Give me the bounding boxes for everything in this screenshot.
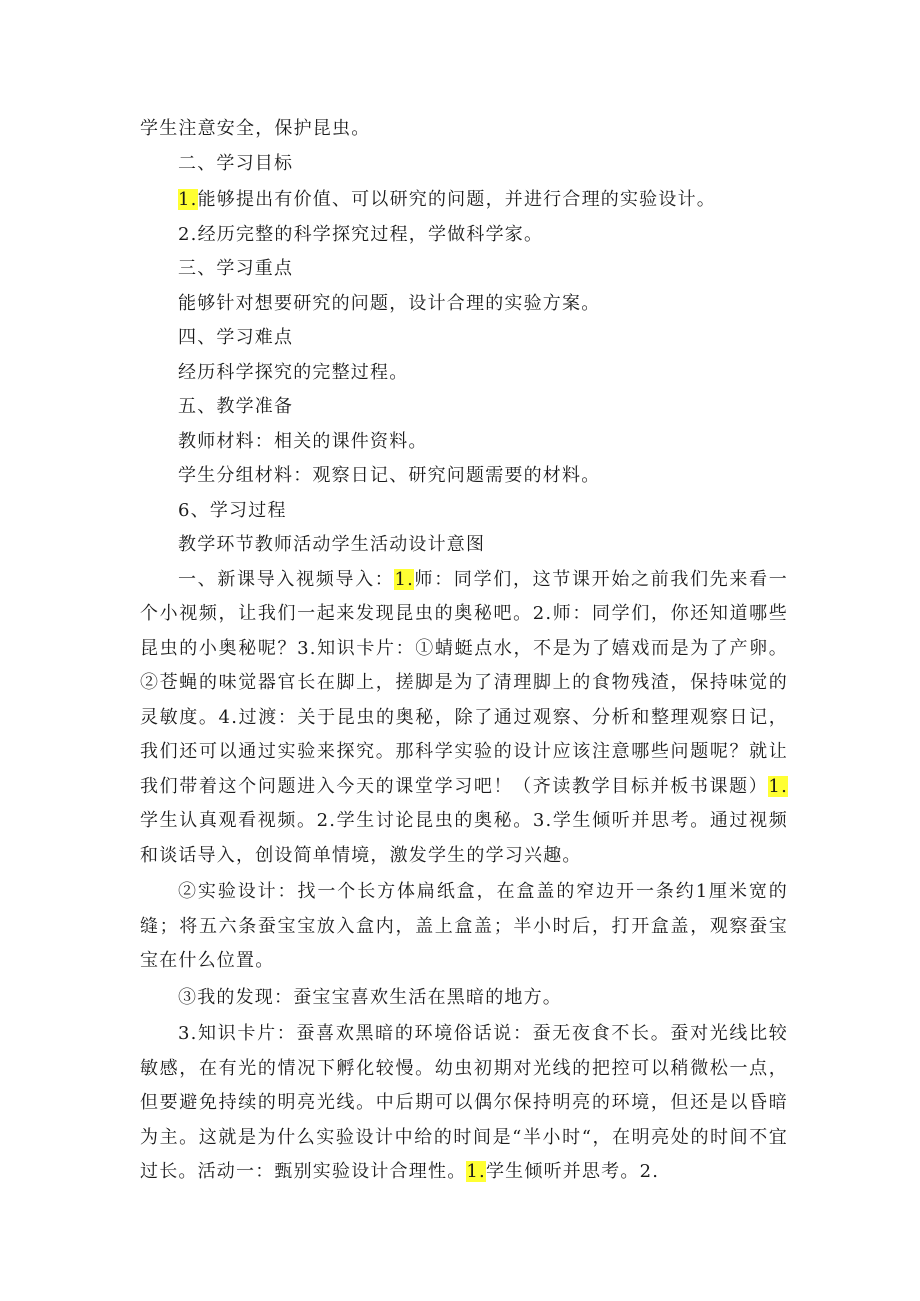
highlight-number: 1. (178, 189, 198, 210)
goal-item-1-text: 能够提出有价值、可以研究的问题，并进行合理的实验设计。 (197, 189, 716, 210)
heading-key-points: 三、学习重点 (178, 258, 294, 279)
paragraph-teacher-materials: 教师材料：相关的课件资料。 (178, 430, 428, 452)
goal-item-1 (140, 183, 788, 218)
knowledge-card-text: 3.知识卡片：蚕喜欢黑暗的环境俗话说：蚕无夜食不长。蚕对光线比较敏感，在有光的情况下孵化较慢。幼虫初期对光线的把控可以稍微松一点，但要避免持续的明亮光线。中后期可以偶尔保持明亮的环境，但还是以昏暗为主。这就是为什么实验设计中给的时间是“半小时“，在明亮处的时间不宜过长。活动一：甄别实验设计合理性。 (140, 1023, 788, 1182)
intro-student-text: 学生认真观看视频。2.学生讨论昆虫的奥秘。3.学生倾听并思考。通过视频和谈话导入，创设简单情境，激发学生的学习兴趣。 (140, 810, 788, 866)
intro-teacher-text: 师：同学们，这节课开始之前我们先来看一个小视频，让我们一起来发现昆虫的奥秘吧。2.师：同学们，你还知道哪些昆虫的小奥秘呢？3.知识卡片：①蜻蜓点水，不是为了嬉戏而是为了产卵。②苍蝇的味觉器官长在脚上，搓脚是为了清理脚上的食物残渣，保持味觉的灵敏度。4.过渡：关于昆虫的奥秘，除了通过观察、分析和整理观察日记，我们还可以通过实验来探究。那科学实验的设计应该注意哪些问题呢？就让我们带着这个问题进入今天的课堂学习吧！（齐读教学目标并板书课题） (140, 568, 788, 797)
intro-label: 一、新课导入视频导入： (178, 568, 395, 590)
paragraph-key-points: 能够针对想要研究的问题，设计合理的实验方案。 (178, 292, 601, 314)
goal-item-2: 2.经历完整的科学探究过程，学做科学家。 (178, 223, 544, 245)
paragraph-difficulties: 经历科学探究的完整过程。 (178, 361, 409, 383)
paragraph-knowledge-card (140, 1017, 788, 1190)
paragraph-intro (140, 563, 788, 874)
table-header-line: 教学环节教师活动学生活动设计意图 (178, 534, 486, 555)
highlight-number: 1. (466, 1161, 486, 1182)
heading-learning-goals: 二、学习目标 (178, 152, 294, 174)
highlight-number: 1. (394, 568, 415, 590)
highlight-number: 1. (768, 775, 788, 797)
paragraph-finding: ③我的发现：蚕宝宝喜欢生活在黑暗的地方。 (178, 986, 562, 1008)
heading-difficulties: 四、学习难点 (178, 327, 294, 348)
heading-preparation: 五、教学准备 (178, 396, 294, 417)
heading-process: 6、学习过程 (178, 499, 287, 521)
paragraph-safety: 学生注意安全，保护昆虫。 (140, 118, 371, 139)
paragraph-student-materials: 学生分组材料：观察日记、研究问题需要的材料。 (178, 465, 601, 486)
knowledge-card-tail: 学生倾听并思考。2. (485, 1161, 660, 1182)
paragraph-experiment-design: ②实验设计：找一个长方体扁纸盒，在盒盖的窄边开一条约1厘米宽的缝；将五六条蚕宝宝放入盒内，盖上盒盖；半小时后，打开盒盖，观察蚕宝宝在什么位置。 (140, 881, 788, 971)
